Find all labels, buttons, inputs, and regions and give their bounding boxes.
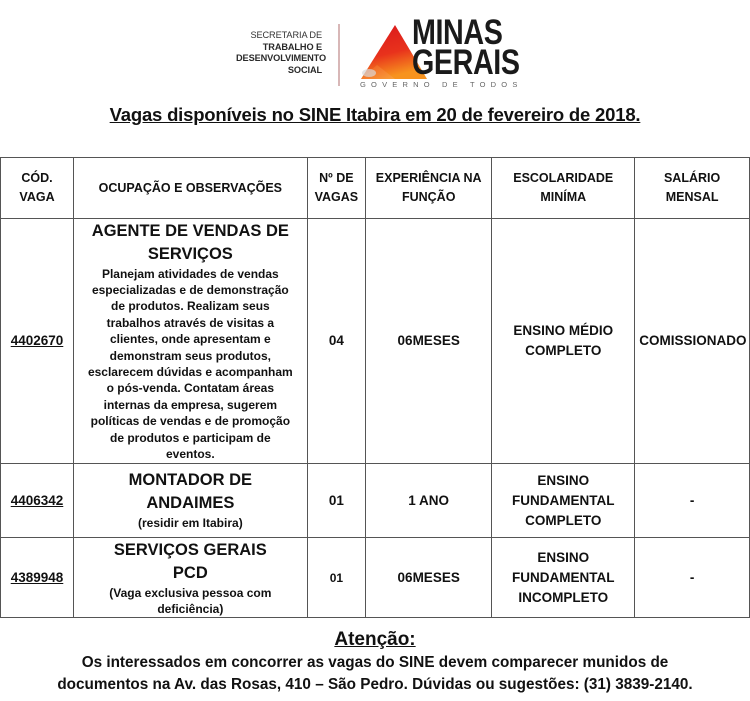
brand-gerais: GERAIS [412,43,520,82]
ocupacao-observacoes: Planejam atividades de vendas especializadas e de demonstração de produtos. Realizam seus trabalhos através de visitas a clientes, onde apresentam e demonstram seus produtos, esclarecem dúvidas e acompanham o pós-venda. Contatam áreas internas da empresa, sugerem políticas de vendas e de promoção de produtos e participam de eventos. [87,266,293,462]
ocupacao-cell [74,538,308,618]
ocupacao-title-line: AGENTE DE VENDAS DE [91,221,289,240]
ocupacao-observacoes: (Vaga exclusiva pessoa com deficiência) [109,585,272,616]
cod-vaga-link[interactable]: 4402670 [10,333,64,348]
ocupacao-title-line: SERVIÇOS GERAIS [113,540,267,559]
table-row [1,464,750,538]
header-line: OCUPAÇÃO E OBSERVAÇÕES [98,180,283,195]
header-line: SALÁRIO [663,171,721,185]
num-vagas-cell [307,464,365,538]
secretaria-line: SOCIAL [287,64,322,75]
brand-tagline: GOVERNO DE TODOS [360,80,523,89]
cod-vaga-cell [1,219,74,464]
ocupacao-title [78,539,303,585]
secretaria-line: TRABALHO E [262,41,322,52]
escolaridade-line: COMPLETO [525,343,602,358]
secretaria-logo-text [236,30,327,76]
secretaria-line: DESENVOLVIMENTO [236,53,327,63]
table-row [1,219,750,464]
vagas-table [0,157,750,618]
escolaridade-line: ENSINO [537,549,590,565]
header-line: VAGAS [314,190,359,204]
escolaridade-cell [492,464,635,538]
attention-heading: Atenção: [334,629,416,650]
experiencia-value: 06MESES [397,569,460,585]
salario-value: - [689,569,695,585]
logo-divider [338,24,340,86]
ocupacao-title [78,469,303,515]
ocupacao-cell [74,219,308,464]
header-ocupacao [74,158,308,219]
header-line: EXPERIÊNCIA NA [375,171,482,185]
brand-minas: MINAS [412,13,503,52]
secretaria-line: SECRETARIA DE [250,30,322,40]
salario-value: COMISSIONADO [639,333,747,348]
experiencia-cell [366,464,492,538]
header-line: CÓD. [21,171,53,185]
salario-value: - [689,492,695,508]
num-vagas-cell [307,219,365,464]
ocupacao-cell [74,464,308,538]
cod-vaga-cell [1,464,74,538]
attention-message-line: documentos na Av. das Rosas, 410 – São Pedro. Dúvidas ou sugestões: (31) 3839-2140. [57,676,693,693]
experiencia-cell [366,538,492,618]
experiencia-value: 06MESES [397,333,460,348]
escolaridade-line: FUNDAMENTAL [512,569,615,585]
header-line: Nº DE [319,171,354,185]
ocupacao-title-line: PCD [172,563,208,582]
num-vagas-value: 04 [328,333,344,348]
footer [0,628,750,696]
header-experiencia [366,158,492,219]
escolaridade-line: ENSINO MÉDIO [513,323,614,338]
cod-vaga-link[interactable]: 4389948 [10,569,64,585]
ocupacao-title-line: ANDAIMES [146,494,235,512]
header-line: MINÍMA [540,190,587,204]
header-num-vagas [307,158,365,219]
ocupacao-observacoes: (residir em Itabira) [137,516,243,530]
escolaridade-line: INCOMPLETO [518,589,609,605]
num-vagas-cell [307,538,365,618]
salario-cell [635,219,750,464]
salario-cell [635,464,750,538]
num-vagas-value: 01 [329,570,344,585]
ocupacao-title-line: SERVIÇOS [147,244,233,263]
experiencia-value: 1 ANO [408,492,450,508]
header-escolaridade [492,158,635,219]
ocupacao-title [78,220,303,266]
cod-vaga-link[interactable]: 4406342 [10,492,64,508]
num-vagas-value: 01 [328,492,344,508]
attention-message-line: Os interessados em concorrer as vagas do SINE devem comparecer munidos de [81,654,669,671]
header [0,13,750,93]
header-line: FUNÇÃO [401,190,456,204]
cod-vaga-cell [1,538,74,618]
header-cod-vaga [1,158,74,219]
salario-cell [635,538,750,618]
experiencia-cell [366,219,492,464]
escolaridade-line: FUNDAMENTAL [512,492,615,508]
page-title: Vagas disponíveis no SINE Itabira em 20 de fevereiro de 2018. [109,104,641,125]
escolaridade-line: COMPLETO [525,512,602,528]
header-salario [635,158,750,219]
escolaridade-cell [492,538,635,618]
table-header-row [1,158,750,219]
header-line: ESCOLARIDADE [513,171,614,185]
header-line: VAGA [19,190,55,204]
escolaridade-cell [492,219,635,464]
header-line: MENSAL [665,190,719,204]
escolaridade-line: ENSINO [537,472,590,488]
table-row [1,538,750,618]
ocupacao-title-line: MONTADOR DE [128,471,253,489]
